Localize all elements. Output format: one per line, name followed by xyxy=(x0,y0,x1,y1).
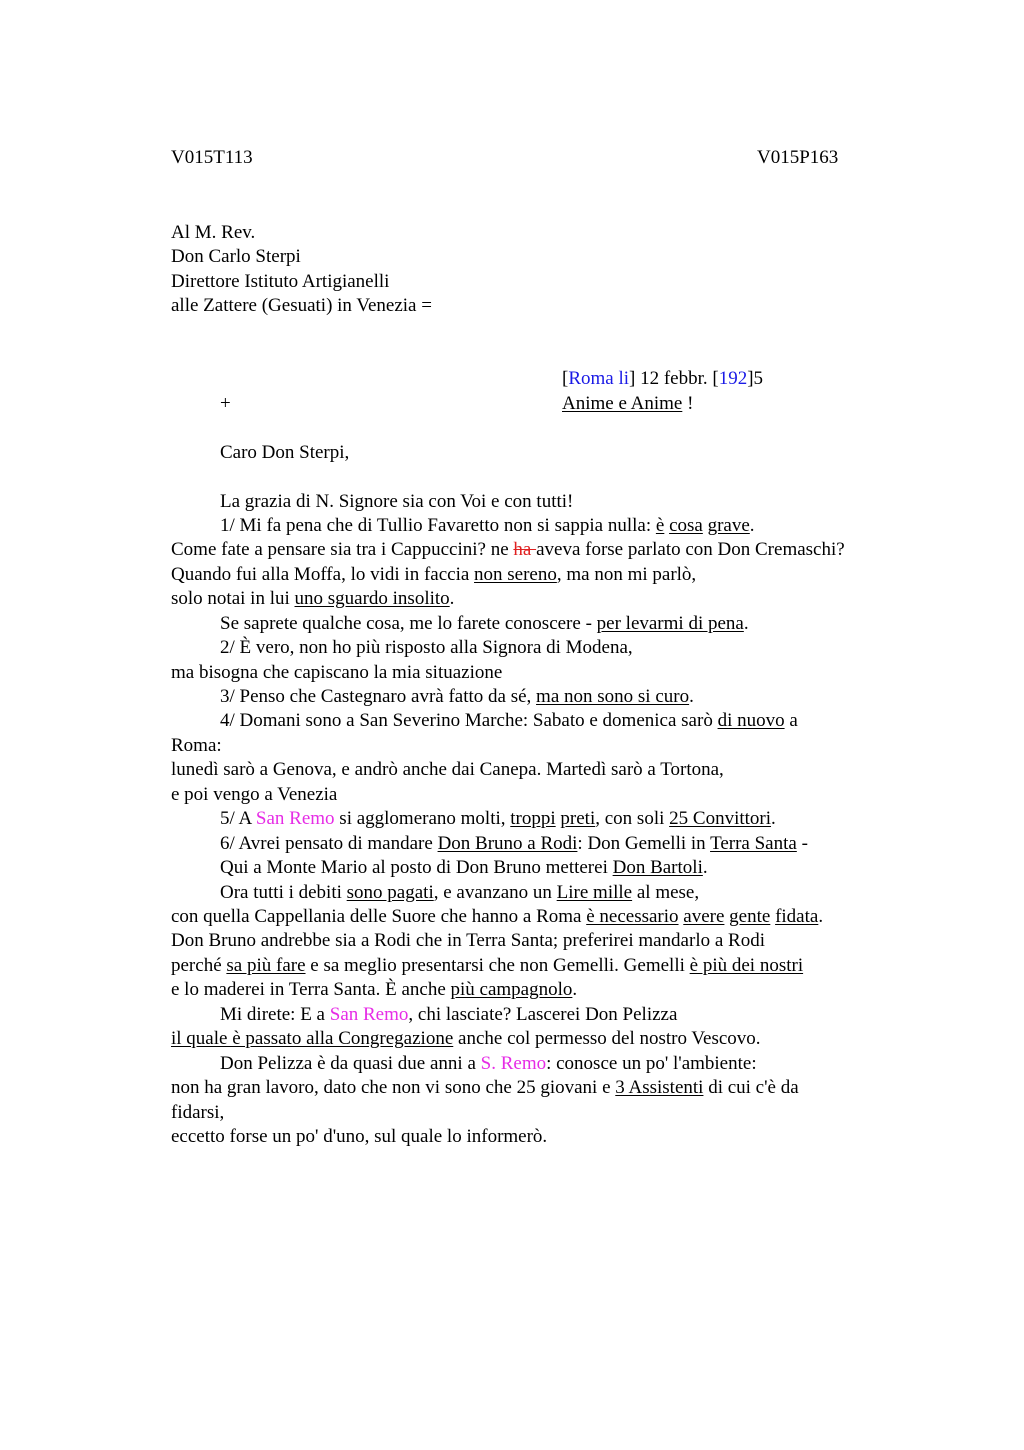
body-line: La grazia di N. Signore sia con Voi e con tutti! xyxy=(220,491,574,512)
motto: Anime e Anime ! xyxy=(562,393,694,414)
document-code-left: V015T113 xyxy=(171,147,253,168)
body-line: Quando fui alla Moffa, lo vidi in faccia non sereno, ma non mi parlò, xyxy=(171,564,697,585)
address-line-2: Don Carlo Sterpi xyxy=(171,246,301,267)
body-line: 4/ Domani sono a San Severino Marche: Sabato e domenica sarò di nuovo a xyxy=(220,710,798,731)
body-line: con quella Cappellania delle Suore che hanno a Roma è necessario avere gente fidata. xyxy=(171,906,824,927)
body-line: 5/ A San Remo si agglomerano molti, troppi preti, con soli 25 Convittori. xyxy=(220,808,776,829)
editorial-year: 192 xyxy=(718,368,748,389)
cross-symbol: + xyxy=(220,393,231,414)
place-name: San Remo xyxy=(255,808,335,829)
document-code-right: V015P163 xyxy=(757,147,839,168)
address-line-1: Al M. Rev. xyxy=(171,222,256,243)
body-line: e lo maderei in Terra Santa. È anche più campagnolo. xyxy=(171,979,578,1000)
body-line: Don Pelizza è da quasi due anni a S. Remo: conosce un po' l'ambiente: xyxy=(220,1053,757,1074)
address-line-4: alle Zattere (Gesuati) in Venezia = xyxy=(171,295,432,316)
body-line: eccetto forse un po' d'uno, sul quale lo informerò. xyxy=(171,1126,548,1147)
body-line: lunedì sarò a Genova, e andrò anche dai Canepa. Martedì sarò a Tortona, xyxy=(171,759,724,780)
body-line: solo notai in lui uno sguardo insolito. xyxy=(171,588,455,609)
body-line: 2/ È vero, non ho più risposto alla Signora di Modena, xyxy=(220,637,633,658)
deleted-word: ha xyxy=(513,539,537,560)
body-line: Qui a Monte Mario al posto di Don Bruno metterei Don Bartoli. xyxy=(220,857,708,878)
body-line: e poi vengo a Venezia xyxy=(171,784,338,805)
place-name: S. Remo xyxy=(480,1053,547,1074)
body-line: non ha gran lavoro, dato che non vi sono che 25 giovani e 3 Assistenti di cui c'è da xyxy=(171,1077,799,1098)
body-line: ma bisogna che capiscano la mia situazione xyxy=(171,662,503,683)
body-line: Roma: xyxy=(171,735,222,756)
body-line: Come fate a pensare sia tra i Cappuccini? ne ha aveva forse parlato con Don Cremaschi? xyxy=(171,539,845,560)
body-line: 1/ Mi fa pena che di Tullio Favaretto non si sappia nulla: è cosa grave. xyxy=(220,515,755,536)
body-line: il quale è passato alla Congregazione anche col permesso del nostro Vescovo. xyxy=(171,1028,761,1049)
dateline: [Roma li] 12 febbr. [192]5 xyxy=(562,368,764,389)
body-line: 3/ Penso che Castegnaro avrà fatto da sé, ma non sono si curo. xyxy=(220,686,694,707)
body-line: Se saprete qualche cosa, me lo farete conoscere - per levarmi di pena. xyxy=(220,613,749,634)
place-name: San Remo xyxy=(329,1004,409,1025)
salutation: Caro Don Sterpi, xyxy=(220,442,350,463)
address-line-3: Direttore Istituto Artigianelli xyxy=(171,271,390,292)
body-line: Ora tutti i debiti sono pagati, e avanzano un Lire mille al mese, xyxy=(220,882,700,903)
body-line: Mi direte: E a San Remo, chi lasciate? Lascerei Don Pelizza xyxy=(220,1004,678,1025)
body-line: perché sa più fare e sa meglio presentarsi che non Gemelli. Gemelli è più dei nostri xyxy=(171,955,804,976)
body-line: Don Bruno andrebbe sia a Rodi che in Terra Santa; preferirei mandarlo a Rodi xyxy=(171,930,765,951)
body-line: fidarsi, xyxy=(171,1102,225,1123)
body-line: 6/ Avrei pensato di mandare Don Bruno a Rodi: Don Gemelli in Terra Santa - xyxy=(220,833,808,854)
editorial-place: Roma li xyxy=(568,368,630,389)
